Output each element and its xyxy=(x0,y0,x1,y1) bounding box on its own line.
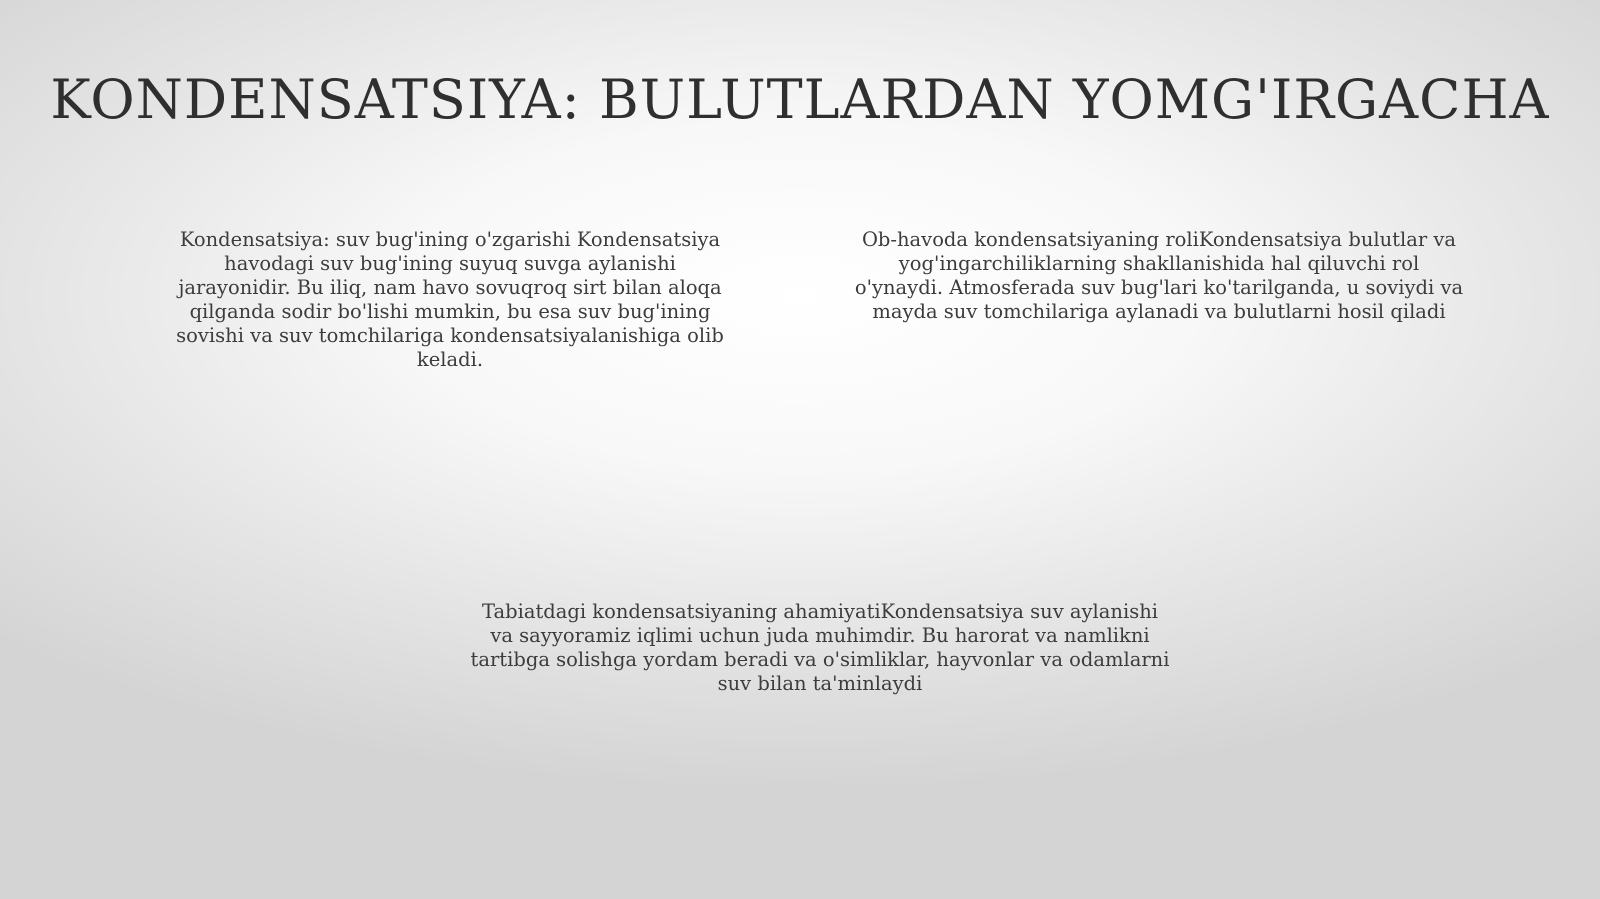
text-block-nature-importance: Tabiatdagi kondensatsiyaning ahamiyatiKondensatsiya suv aylanishi va sayyoramiz iqlimi uchun juda muhimdir. Bu harorat va namlikni tartibga solishga yordam beradi va o'simliklar, hayvonlar va odamlarni suv bilan ta'minlaydi xyxy=(470,600,1170,695)
text-block-condensation-definition: Kondensatsiya: suv bug'ining o'zgarishi Kondensatsiya havodagi suv bug'ining suyuq suvga aylanishi jarayonidir. Bu iliq, nam havo sovuqroq sirt bilan aloqa qilganda sodir bo'lishi mumkin, bu esa suv bug'ining sovishi va suv tomchilariga kondensatsiyalanishiga olib keladi. xyxy=(176,228,724,371)
slide-title: KONDENSATSIYA: BULUTLARDAN YOMG'IRGACHA xyxy=(50,68,1550,131)
text-block-weather-role: Ob-havoda kondensatsiyaning roliKondensatsiya bulutlar va yog'ingarchiliklarning shakllanishida hal qiluvchi rol o'ynaydi. Atmosferada suv bug'lari ko'tarilganda, u soviydi va mayda suv tomchilariga aylanadi va bulutlarni hosil qiladi xyxy=(854,228,1464,323)
